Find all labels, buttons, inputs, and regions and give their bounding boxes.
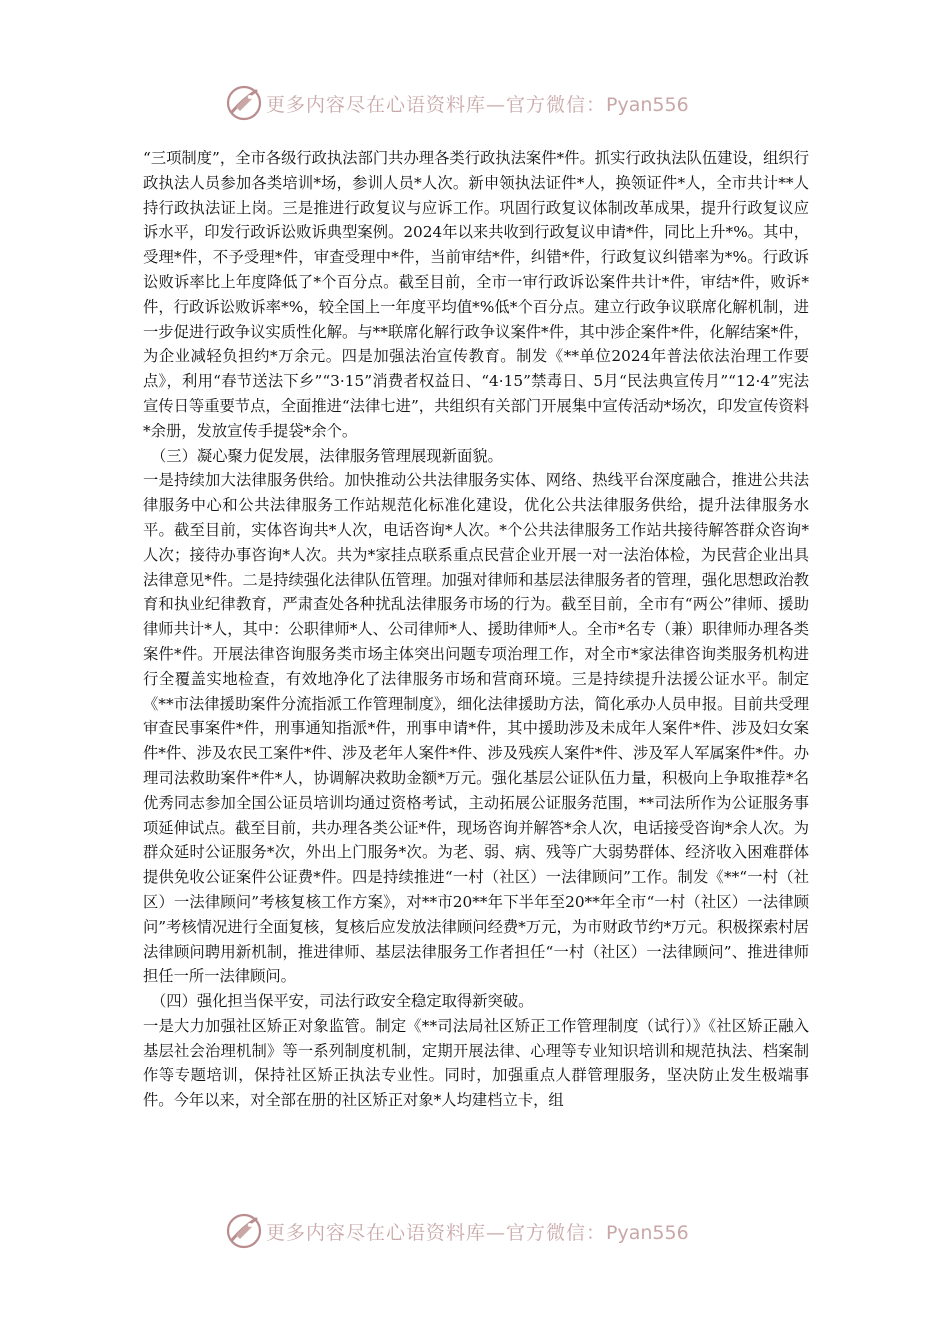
paragraph-1: “三项制度”，全市各级行政执法部门共办理各类行政执法案件*件。抓实行政执法队伍建设，组织行政执法人员参加各类培训*场，参训人员*人次。新申领执法证件*人，换领证件*人，全市共计**人持行政执法证上岗。三是推进行政复议与应诉工作。巩固行政复议体制改革成果，提升行政复议应诉水平，印发行政诉讼败诉典型案例。2024年以来共收到行政复议申请*件，同比上升*%。其中，受理*件，不予受理*件，审查受理中*件，当前审结*件，纠错*件，行政复议纠错率为*%。行政诉讼败诉率比上年度降低了*个百分点。截至目前，全市一审行政诉讼案件共计*件，审结*件，败诉*件，行政诉讼败诉率*%，较全国上一年度平均值*%低*个百分点。建立行政争议联席化解机制，进一步促进行政争议实质性化解。与**联席化解行政争议案件*件，其中涉企案件*件，化解结案*件，为企业减轻负担约*万余元。四是加强法治宣传教育。制发《**单位2024年普法依法治理工作要点》，利用“春节送法下乡”“3·15”消费者权益日、“4·15”禁毒日、5月“民法典宣传月”“12·4”宪法宣传日等重要节点，全面推进“法律七进”，共组织有关部门开展集中宣传活动*场次，印发宣传资料*余册，发放宣传手提袋*余个。	[143, 149, 809, 440]
pen-logo-icon	[226, 1213, 262, 1249]
wechat-id: Pyan556	[606, 93, 689, 116]
wechat-id: Pyan556	[606, 1221, 689, 1244]
footer-watermark-banner	[226, 1211, 746, 1251]
section-heading-4: （四）强化担当保平安，司法行政安全稳定取得新突破。	[151, 992, 534, 1011]
document-body	[143, 146, 809, 1113]
paragraph-3: 一是大力加强社区矫正对象监管。制定《**司法局社区矫正工作管理制度（试行）》《社区矫正融入基层社会治理机制》等一系列制度机制，定期开展法律、心理等专业知识培训和规范执法、档案制作等专题培训，保持社区矫正执法专业性。同时，加强重点人群管理服务，坚决防止发生极端事件。今年以来，对全部在册的社区矫正对象*人均建档立卡，组	[143, 1016, 809, 1110]
paragraph-2: 一是持续加大法律服务供给。加快推动公共法律服务实体、网络、热线平台深度融合，推进公共法律服务中心和公共法律服务工作站规范化标准化建设，优化公共法律服务供给，提升法律服务水平。截至目前，实体咨询共*人次，电话咨询*人次。*个公共法律服务工作站共接待解答群众咨询*人次；接待办事咨询*人次。共为*家挂点联系重点民营企业开展一对一法治体检，为民营企业出具法律意见*件。二是持续强化法律队伍管理。加强对律师和基层法律服务者的管理，强化思想政治教育和执业纪律教育，严肃查处各种扰乱法律服务市场的行为。截至目前，全市有“两公”律师、援助律师共计*人，其中：公职律师*人、公司律师*人、援助律师*人。全市*名专（兼）职律师办理各类案件*件。开展法律咨询服务类市场主体突出问题专项治理工作，对全市*家法律咨询类服务机构进行全覆盖实地检查，有效地净化了法律服务市场和营商环境。三是持续提升法援公证水平。制定《**市法律援助案件分流指派工作管理制度》，细化法律援助方法，简化承办人员申报。目前共受理审查民事案件*件，刑事通知指派*件，刑事申请*件，其中援助涉及未成年人案件*件、涉及妇女案件*件、涉及农民工案件*件、涉及老年人案件*件、涉及残疾人案件*件、涉及军人军属案件*件。办理司法救助案件*件*人，协调解决救助金额*万元。强化基层公证队伍力量，积极向上争取推荐*名优秀同志参加全国公证员培训均通过资格考试，主动拓展公证服务范围，**司法所作为公证服务事项延伸试点。截至目前，共办理各类公证*件，现场咨询并解答*余人次，电话接受咨询*余人次。为群众延时公证服务*次，外出上门服务*次。为老、弱、病、残等广大弱势群体、经济收入困难群体提供免收公证案件公证费*件。四是持续推进“一村（社区）一法律顾问”工作。制发《**“一村（社区）一法律顾问”考核复核工作方案》，对**市20**年下半年至20**年全市“一村（社区）一法律顾问”考核情况进行全面复核，复核后应发放法律顾问经费*万元，为市财政节约*万元。积极探索村居法律顾问聘用新机制，推进律师、基层法律服务工作者担任“一村（社区）一法律顾问”、推进律师担任一所一法律顾问。	[143, 471, 809, 986]
pen-logo-icon	[226, 85, 262, 121]
banner-text: 更多内容尽在心语资料库—官方微信：Pyan556	[266, 93, 689, 116]
header-watermark-banner	[226, 83, 746, 123]
banner-text: 更多内容尽在心语资料库—官方微信：Pyan556	[266, 1221, 689, 1244]
section-heading-3: （三）凝心聚力促发展，法律服务管理展现新面貌。	[151, 446, 503, 465]
